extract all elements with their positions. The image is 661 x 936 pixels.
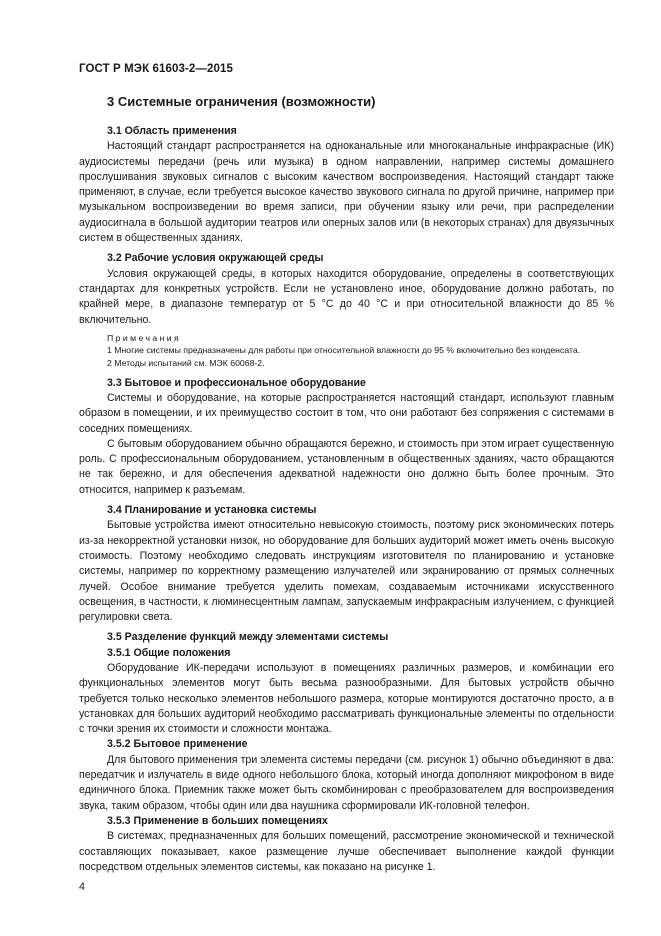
heading-3-5-1: 3.5.1 Общие положения	[107, 646, 231, 659]
note-2: 2 Методы испытаний см. МЭК 60068-2.	[107, 358, 265, 369]
paragraph-3-2: Условия окружающей среды, в которых находится оборудование, определены в соответствующих стандартах для конкретных устройств. Если не установлено иное, оборудование должно работать, по крайней мере, в диапазоне температур от 5 °С до 40 °С и при относительной влажности до 85 % включительно.	[79, 267, 614, 326]
section-title: 3 Системные ограничения (возможности)	[107, 94, 376, 109]
paragraph-3-3-b: С бытовым оборудованием обычно обращаются бережно, и стоимость при этом играет существенную роль. С профессиональным оборудованием, установленным в общественных зданиях, часто обращаются не так бережно, и для обеспечения адекватной надежности оно должно быть более прочным. Это относится, например к разъемам.	[79, 437, 614, 496]
heading-3-1: 3.1 Область применения	[107, 125, 237, 137]
heading-3-2: 3.2 Рабочие условия окружающей среды	[107, 252, 324, 265]
paragraph-3-1: Настоящий стандарт распространяется на одноканальные или многоканальные инфракрасные (ИК) аудиосистемы передачи (речь или музыка) в одном направлении, например системы домашнего прослушивания звуковых сигналов с высоким качеством воспроизведения. Настоящий стандарт также применяют, в случае, если требуется высокое качество звукового сигнала по другой причине, например при музыкальном воспроизведении во время записи, при обучении языку или речи, при распределении аудиосигнала в большой аудитории театров или оперных залов или (в некоторых странах) для двуязычных систем в общественных зданиях.	[79, 140, 614, 245]
page-number: 4	[79, 881, 85, 893]
heading-3-5-3: 3.5.3 Применение в больших помещениях	[107, 814, 328, 827]
notes-heading: Примечания	[107, 332, 182, 343]
heading-3-5: 3.5 Разделение функций между элементами системы	[107, 631, 389, 644]
document-header: ГОСТ Р МЭК 61603-2—2015	[79, 63, 233, 75]
paragraph-3-5-1: Оборудование ИК-передачи используют в помещениях различных размеров, и комбинации его функциональных элементов могут быть весьма разнообразными. Для бытовых устройств обычно требуется только несколько элементов небольшого размера, которые монтируются достаточно просто, а в установках для больших аудиторий необходимо рассматривать функциональные элементы по отдельности с точки зрения их стоимости и сложности монтажа.	[79, 661, 614, 736]
paragraph-3-5-2: Для бытового применения три элемента системы передачи (см. рисунок 1) обычно объединяют в два: передатчик и излучатель в виде одного небольшого блока, который иногда дополняют микрофоном в виде единичного блока. Приемник также может быть скомбинирован с преобразователем для воспроизведения звука, таким образом, чтобы один или два наушника сформировали ИК-головной телефон.	[79, 753, 614, 812]
heading-3-3: 3.3 Бытовое и профессиональное оборудование	[107, 376, 366, 389]
notes-block	[79, 332, 614, 370]
paragraph-3-4: Бытовые устройства имеют относительно невысокую стоимость, поэтому риск экономических потерь из-за некорректной установки низок, но оборудование для больших аудиторий может иметь очень высокую стоимость. Поэтому необходимо следовать инструкциям изготовителя по планированию и установке системы, например по корректному размещению излучателей или экранированию от прямых солнечных лучей. Особое внимание требуется уделить помехам, создаваемым источниками искусственного освещения, в частности, к люминесцентным лампам, запускаемым инфракрасным излучением, с функцией регулировки света.	[79, 519, 614, 624]
heading-3-5-2: 3.5.2 Бытовое применение	[107, 738, 248, 751]
heading-3-4: 3.4 Планирование и установка системы	[107, 504, 317, 517]
note-1: 1 Многие системы предназначены для работы при относительной влажности до 95 % включительно без конденсата.	[107, 345, 581, 356]
paragraph-3-5-3: В системах, предназначенных для больших помещений, рассмотрение экономической и технической составляющих показывает, какое размещение лучше обеспечивает выполнение каждой функции посредством отдельных элементов системы, как показано на рисунке 1.	[79, 830, 614, 873]
paragraph-3-3-a: Системы и оборудование, на которые распространяется настоящий стандарт, используют главным образом в помещении, и их преимущество состоит в том, что они работают без сопряжения с системами в соседних помещениях.	[79, 391, 614, 435]
document-body	[79, 124, 614, 875]
